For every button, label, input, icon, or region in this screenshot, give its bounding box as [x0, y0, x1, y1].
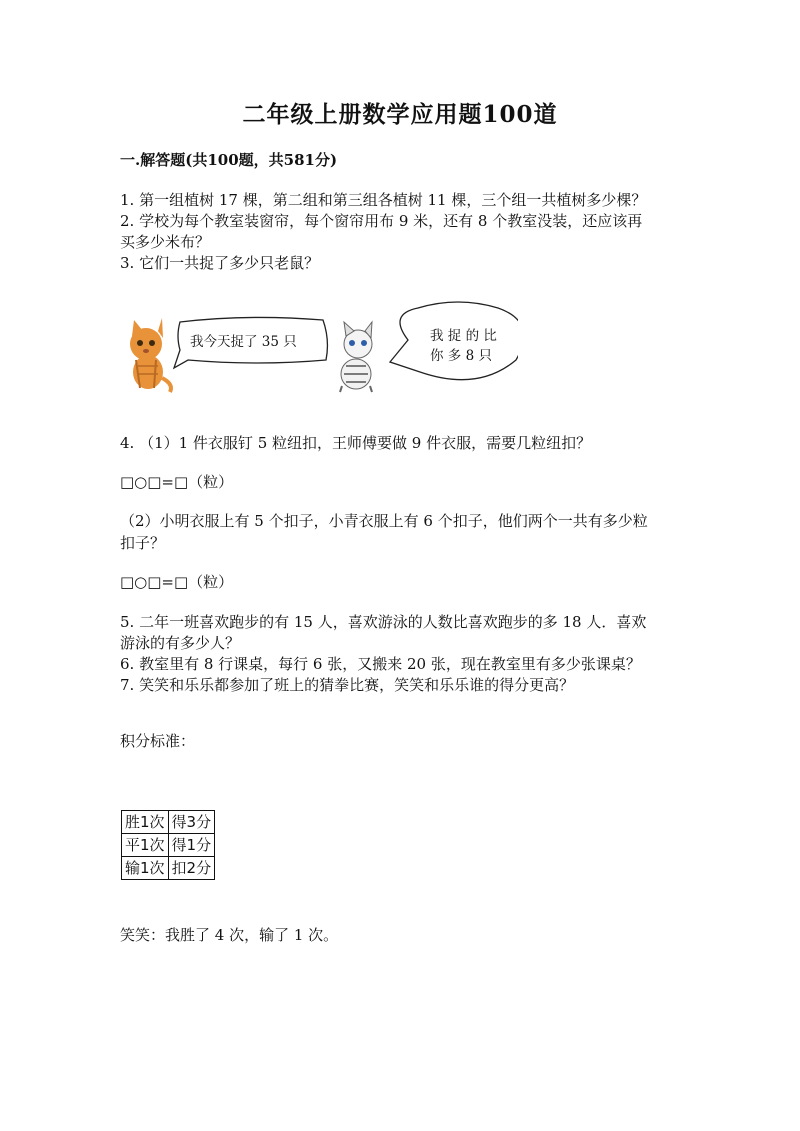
question-5-line-2: 游泳的有多少人？	[120, 634, 241, 652]
table-cell: 扣2分	[168, 857, 215, 880]
question-6: 6. 教室里有 8 行课桌，每行 6 张，又搬来 20 张，现在教室里有多少张课桌？	[120, 655, 641, 673]
question-4-part-2-line-1: （2）小明衣服上有 5 个扣子，小青衣服上有 6 个扣子，他们两个一共有多少粒	[120, 512, 648, 530]
score-table	[121, 810, 215, 880]
question-3: 3. 它们一共捉了多少只老鼠？	[120, 254, 320, 272]
orange-cat-icon	[130, 318, 171, 392]
question-1: 1. 第一组植树 17 棵，第二组和第三组各植树 11 棵，三个组一共植树多少棵？	[120, 191, 647, 209]
table-row	[122, 857, 215, 880]
table-cell: 得3分	[168, 811, 215, 834]
scoring-label: 积分标准：	[120, 732, 196, 750]
table-cell: 平1次	[122, 834, 169, 857]
question-2-line-1: 2. 学校为每个教室装窗帘，每个窗帘用布 9 米，还有 8 个教室没装，还应该再	[120, 212, 643, 230]
formula-2: □○□=□（粒）	[120, 573, 234, 591]
page-title: 二年级上册数学应用题100道	[242, 101, 558, 128]
question-7: 7. 笑笑和乐乐都参加了班上的猜拳比赛，笑笑和乐乐谁的得分更高？	[120, 676, 575, 694]
xiaoxiao-statement: 笑笑：我胜了 4 次，输了 1 次。	[120, 926, 339, 944]
section-heading: 一.解答题(共100题，共581分)	[120, 151, 338, 169]
speech-bubble-left-text: 我今天捉了 35 只	[190, 334, 297, 350]
speech-bubble-right-text-2: 你 多 8 只	[430, 348, 492, 364]
question-4-part-1: 4. （1）1 件衣服钉 5 粒纽扣，王师傅要做 9 件衣服，需要几粒纽扣？	[120, 434, 592, 452]
gray-cat-icon	[340, 322, 372, 392]
question-5-line-1: 5. 二年一班喜欢跑步的有 15 人，喜欢游泳的人数比喜欢跑步的多 18 人．喜欢	[120, 613, 647, 631]
table-cell: 输1次	[122, 857, 169, 880]
table-row	[122, 834, 215, 857]
table-cell: 胜1次	[122, 811, 169, 834]
formula-1: □○□=□（粒）	[120, 473, 234, 491]
table-cell: 得1分	[168, 834, 215, 857]
speech-bubble-right-text-1: 我 捉 的 比	[430, 328, 497, 344]
question-2-line-2: 买多少米布？	[120, 233, 211, 251]
table-row	[122, 811, 215, 834]
question-4-part-2-line-2: 扣子？	[120, 534, 166, 552]
